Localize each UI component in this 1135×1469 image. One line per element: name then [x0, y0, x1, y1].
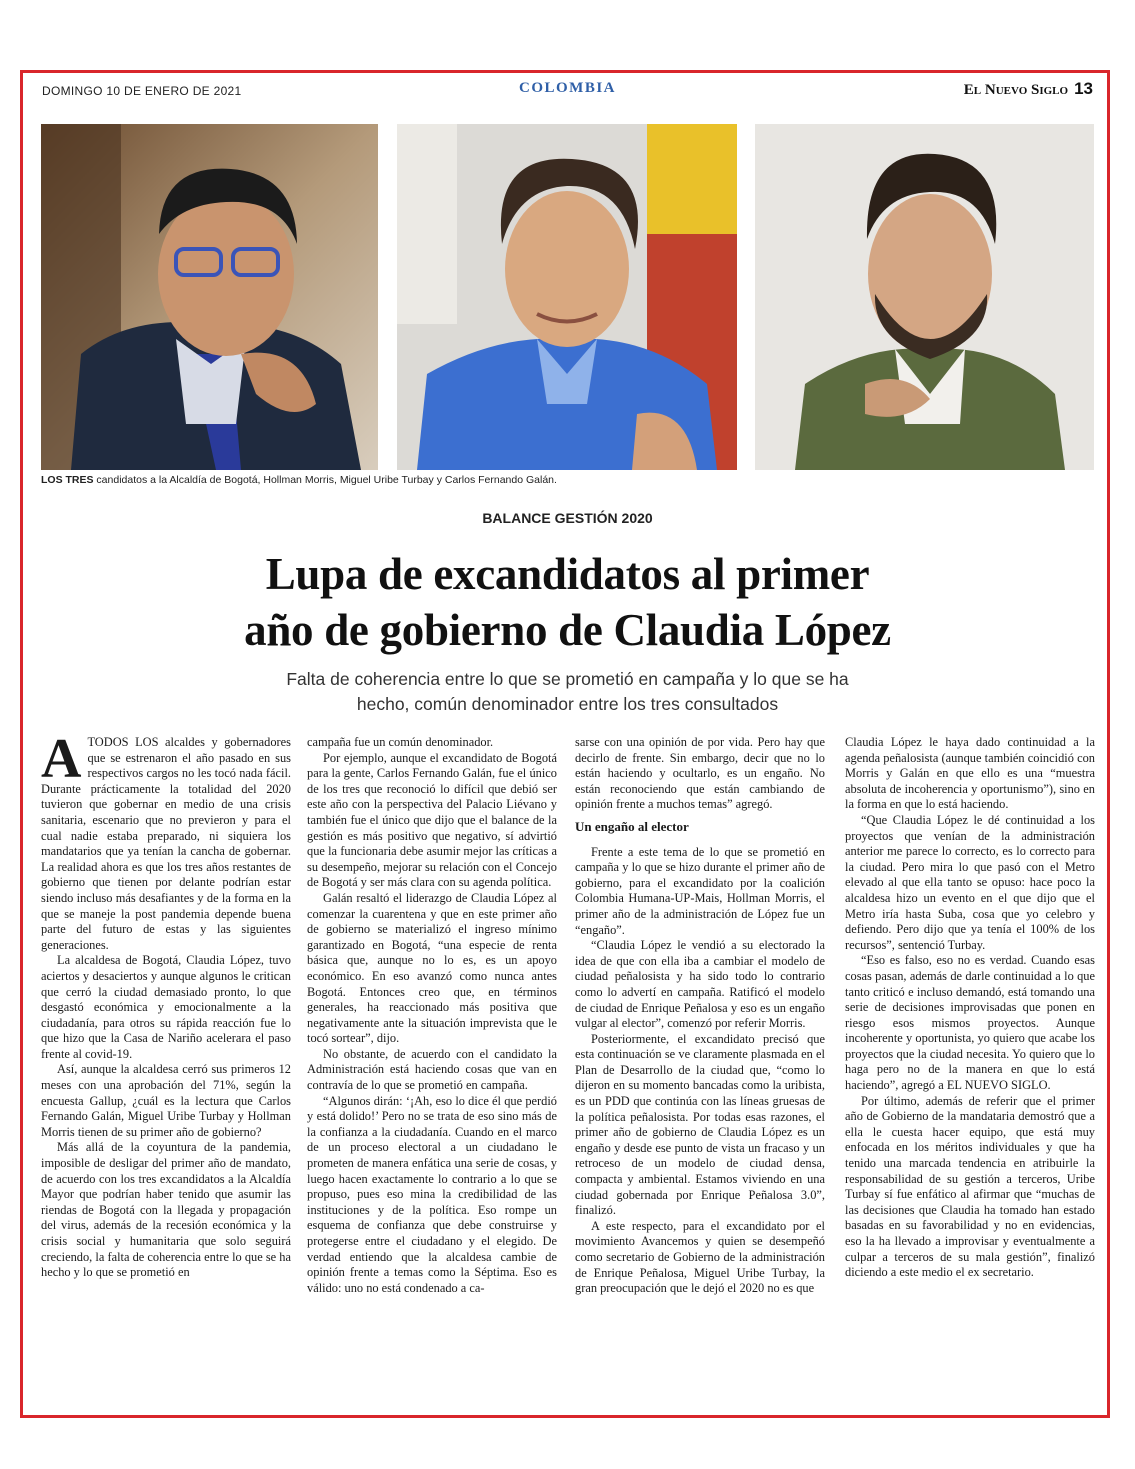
- body-paragraph: A este respecto, para el excandidato por el movimiento Avancemos y quien se desempeñó como secretario de Gobierno de la administración de Enrique Peñalosa, Miguel Uribe Turbay, la gran preocupación que le dejó el 2020 no es que: [575, 1218, 825, 1296]
- miguel-uribe-photo: [397, 124, 737, 470]
- body-paragraph: “Que Claudia López le dé continuidad a los proyectos que venían de la administración anterior me parece lo correcto, es lo correcto para la ciudad. Pero mira lo que pasó con el Metro elevado al que ella tanto se opuso: hace poco la alcaldesa hizo un evento en el que dijo que el Metro iría hasta Suba, cosa que yo celebro y defiendo. Pero dijo que ya tenía el 100% de los recursos”, sentenció Turbay.: [845, 812, 1095, 952]
- body-column-3: [575, 735, 825, 1297]
- deck: Falta de coherencia entre lo que se prometió en campaña y lo que se ha hecho, común denominador entre los tres consultados: [286, 669, 849, 714]
- dropcap: A: [41, 728, 82, 790]
- headline-line-2: año de gobierno de Claudia López: [244, 605, 891, 655]
- caption-text: candidatos a la Alcaldía de Bogotá, Hollman Morris, Miguel Uribe Turbay y Carlos Fernando Galán.: [93, 474, 557, 486]
- body-paragraph: Claudia López le haya dado continuidad a la agenda peñalosista (aunque también coincidió con Morris y Galán en que ello es una “muestra absoluta de incoherencia y oportunismo”), sino en la forma en que lo está haciendo.: [845, 735, 1095, 812]
- body-column-2: [307, 735, 557, 1296]
- body-paragraph: Por último, además de referir que el primer año de Gobierno de la mandataria demostró que a ella le cuesta hacer equipo, que está muy enfocada en los méritos individuales y que ha tenido una marcada tendencia en atribuirle la responsabilidad de su gestión a terceros, Uribe Turbay sí fue enfático al afirmar que “muchas de las decisiones que Claudia ha tomado han estado basadas en su favorabilidad y no en evidencias, eso la ha llevado a improvisar y eventualmente a culpar a terceros de su mala gestión”, finalizó diciendo a este medio el ex secretario.: [845, 1093, 1095, 1280]
- page-number: 13: [1074, 79, 1093, 98]
- body-paragraph: “Algunos dirán: ‘¡Ah, eso lo dice él que perdió y está dolido!’ Pero no se trata de eso sino más de la confianza a la ciudadanía. Cuando en el marco de un proceso electoral a un ciudadano le prometen de manera enfática una serie de cosas, y luego hacen exactamente lo contrario a lo que se propuso, pues eso mina la credibilidad de las instituciones y de la política. Eso rompe un esquema de confianza que debe construirse y protegerse entre el ciudadano y el elegido. De verdad entiendo que la alcaldesa cambie de opinión frente a temas como la Séptima. Eso es válido: uno no está condenado a ca-: [307, 1093, 557, 1295]
- header-section: COLOMBIA: [518, 80, 616, 96]
- paper-name: El Nuevo Siglo: [963, 82, 1069, 98]
- subheading: Un engaño al elector: [575, 818, 689, 834]
- body-paragraph: Frente a este tema de lo que se prometió en campaña y lo que se hizo durante el primer año de gobierno, para el excandidato por la coalición Colombia Humana-UP-Mais, Hollman Morris, el primer año de la administración de López fue un “engaño”.: [575, 844, 825, 937]
- body-column-1: [41, 728, 291, 1281]
- body-paragraph: No obstante, de acuerdo con el candidato la Administración está haciendo cosas que van en contravía de lo que se prometió en campaña.: [307, 1046, 557, 1093]
- body-paragraph: “Eso es falso, eso no es verdad. Cuando esas cosas pasan, además de darle continuidad a lo que tanto criticó e incluso demandó, está tomando una serie de decisiones improvisadas que ponen en riesgo esos mismos proyectos. Aunque incoherente y oportunista, yo quiero que acabe los proyectos que la ciudad necesita. Yo quiero que lo haga pero no de la manera en que lo está haciendo”, agregó a EL NUEVO SIGLO.: [845, 953, 1095, 1093]
- body-column-4: [845, 735, 1095, 1281]
- hollman-morris-photo: [41, 124, 378, 470]
- photo-caption: [41, 474, 557, 486]
- body-paragraph: campaña fue un común denominador.: [307, 735, 494, 749]
- carlos-galan-photo: [755, 124, 1094, 470]
- body-paragraph: Más allá de la coyuntura de la pandemia, imposible de desligar del primer año de mandato, de acuerdo con los tres excandidatos a la Alcaldía Mayor que podrían haber tenido que asumir las riendas de Bogotá con la llegada y propagación del virus, además de la recesión económica y la crisis social y humanitaria que solo seguirá creciendo, la falta de coherencia entre lo que se ha hecho y lo que se prometió en: [41, 1140, 291, 1280]
- body-paragraph: ATODOS LOS alcaldes y gobernadores que se estrenaron el año pasado en sus respectivos cargos no les tocó nada fácil. Durante prácticamente la totalidad del 2020 tuvieron que gobernar en medio de una crisis sanitaria, escenario que no previeron y para el cual nadie estaba preparado, ni siquiera los mandatarios que ya tenían la cancha de gobernar. La realidad ahora es que los tres años restantes de gobierno que tienen por delante podrían estar siendo incluso más desafiantes y de la forma en la que se maneje la post pandemia depende buena parte del futuro de estas y las siguientes generaciones.: [41, 728, 291, 952]
- body-paragraph: Galán resaltó el liderazgo de Claudia López al comenzar la cuarentena y que en este primer año de gobierno se materializó el ingreso mínimo garantizado en Bogotá, “una especie de renta básica que, aunque no lo es, es un apoyo económico. En eso avanzó como nunca antes Bogotá. Entonces creo que, en términos generales, ha reaccionado más positiva que negativamente ante la situación imprevista que le tocó sortear”, dijo.: [307, 890, 557, 1046]
- headline-line-1: Lupa de excandidatos al primer: [265, 549, 870, 599]
- body-paragraph: “Claudia López le vendió a su electorado la idea de que con ella iba a cambiar el modelo de ciudad peñalosista y ha sido todo lo contrario como lo advertí en campaña. Ratificó el modelo de ciudad de Enrique Peñalosa y eso es un engaño vulgar al elector”, comenzó por referir Morris.: [575, 938, 825, 1031]
- header-date: DOMINGO 10 DE ENERO DE 2021: [42, 84, 242, 98]
- caption-lead: LOS TRES: [41, 474, 94, 486]
- body-paragraph: Así, aunque la alcaldesa cerró sus primeros 12 meses con una aprobación del 71%, según la encuesta Gallup, ¿cuál es la lectura que Carlos Fernando Galán, Miguel Uribe Turbay y Hollman Morris tienen de su primer año de gobierno?: [41, 1062, 291, 1139]
- body-paragraph: Posteriormente, el excandidato precisó que esta continuación se ve claramente plasmada en el Plan de Desarrollo de la ciudad que, “como lo dijeron en su momento bancadas como la uribista, es un PDD que continúa con las líneas gruesas de la política peñalosista. Por todas esas razones, el primer año de gobierno de Claudia López es un engaño y desde ese punto de vista un fracaso y un retroceso de un modelo de ciudad densa, compacta y ambiental. Estamos viviendo en una ciudad gobernada por Enrique Peñalosa 3.0”, finalizó.: [575, 1031, 825, 1218]
- body-paragraph: Por ejemplo, aunque el excandidato de Bogotá para la gente, Carlos Fernando Galán, fue el único de los tres que reconoció lo difícil que debió ser este año con la perspectiva del Palacio Liévano y también fue el único que dijo que el balance de la gestión es más positivo que negativo, sí advirtió que la funcionaria debe asumir mejor las críticas a su desempeño, mejorar su relación con el Concejo de Bogotá y ser más clara con su agenda política.: [307, 750, 557, 890]
- header-masthead: [964, 79, 1093, 99]
- headline: [0, 546, 1135, 658]
- body-paragraph: La alcaldesa de Bogotá, Claudia López, tuvo aciertos y desaciertos y aunque algunos le critican que cerró la ciudad demasiado pronto, lo que desgastó económica y emocionalmente a la ciudadanía, para otros su rápida reacción fue lo que hizo que la Casa de Nariño acelerara el paso frente al covid-19.: [41, 953, 291, 1061]
- kicker: BALANCE GESTIÓN 2020: [482, 510, 653, 526]
- body-paragraph: sarse con una opinión de por vida. Pero hay que decirlo de frente. Sin embargo, decir que no lo están haciendo y ocultarlo, es un engaño. No están reconociendo que están cambiando de opinión frente a muchos temas” agregó.: [575, 735, 825, 812]
